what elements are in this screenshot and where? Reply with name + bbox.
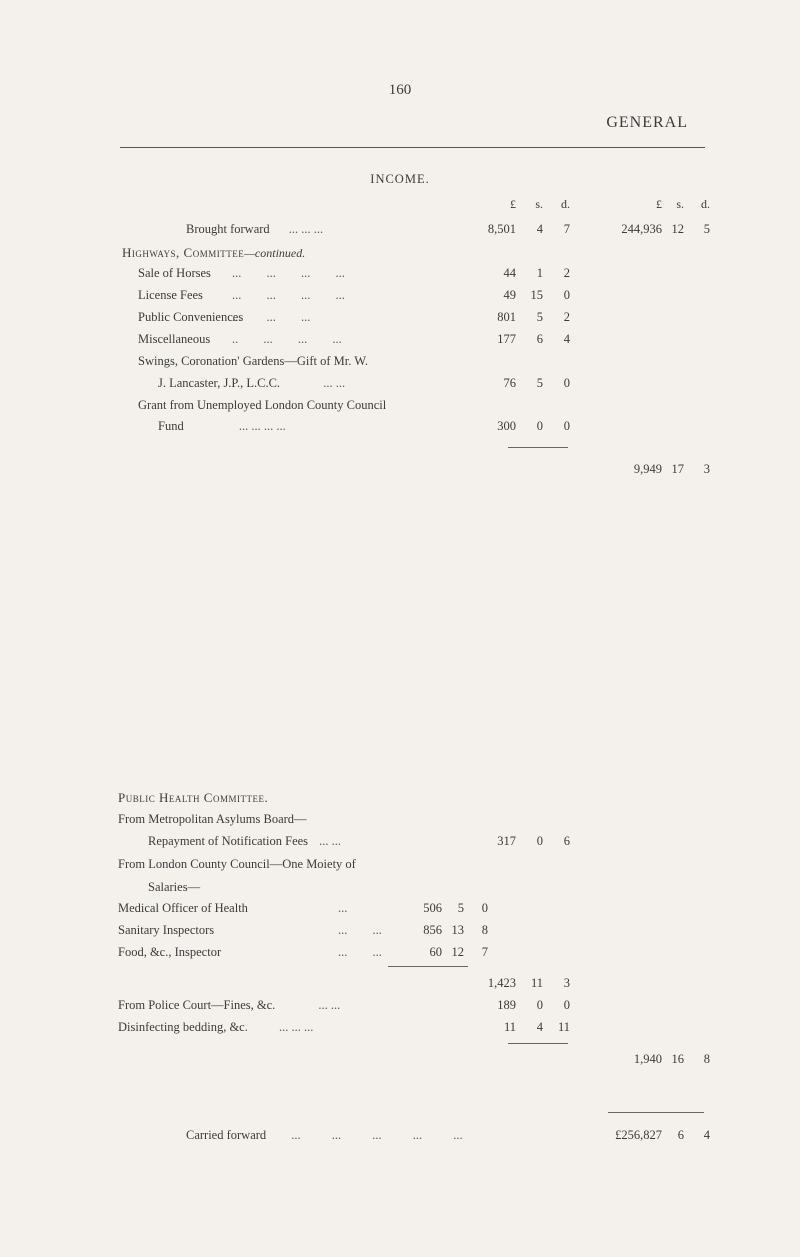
highways-item-pence: 4 <box>563 332 570 346</box>
public-health-heading: Public Health Committee. <box>118 790 269 805</box>
disinfecting-pence: 11 <box>557 1020 570 1034</box>
grant-line2-row <box>158 419 286 434</box>
highways-item-pounds: 44 <box>503 266 516 280</box>
highways-item-row <box>138 310 311 325</box>
brought-forward-label <box>186 222 323 237</box>
public-health-total-pounds: 1,940 <box>633 1052 662 1066</box>
disinfecting-pounds: 11 <box>503 1020 516 1034</box>
salaries-total-pence: 3 <box>563 976 570 990</box>
dot-leader: ... ... ... ... <box>232 288 345 302</box>
highways-item-label: Public Conveniences <box>138 310 244 324</box>
public-health-sum-line <box>508 1043 568 1044</box>
income-title: INCOME. <box>370 172 430 186</box>
carried-forward-pence: 4 <box>703 1128 710 1142</box>
brought-forward-col2-pence: 5 <box>703 222 710 236</box>
highways-item-label: Miscellaneous <box>138 332 211 346</box>
dot-leader: ... ... ... <box>232 310 311 324</box>
brought-forward-col1-pence: 7 <box>563 222 570 236</box>
salary-row <box>118 945 382 960</box>
highways-total-pounds: 9,949 <box>633 462 662 476</box>
dot-leader: ... ... ... ... ... <box>291 1128 463 1142</box>
swings-line1: Swings, Coronation' Gardens—Gift of Mr. W. <box>138 354 369 368</box>
salary-row <box>118 901 348 916</box>
disinfecting-shillings: 4 <box>536 1020 543 1034</box>
highways-item-shillings: 6 <box>536 332 543 346</box>
public-health-total-pence: 8 <box>703 1052 710 1066</box>
brought-forward-col1-pounds: 8,501 <box>487 222 516 236</box>
highways-heading <box>122 244 305 262</box>
asylums-line2: Repayment of Notification Fees <box>148 834 309 848</box>
swings-shillings: 5 <box>536 376 543 390</box>
grant-line1: Grant from Unemployed London County Council <box>138 398 387 412</box>
police-shillings: 0 <box>536 998 543 1012</box>
dot-leader: ... ... <box>338 945 382 959</box>
highways-item-pence: 2 <box>563 266 570 280</box>
highways-item-pence: 2 <box>563 310 570 324</box>
salary-row <box>118 923 382 938</box>
highways-heading-suffix: —continued. <box>244 246 306 260</box>
highways-item-shillings: 1 <box>536 266 543 280</box>
highways-item-pounds: 177 <box>497 332 516 346</box>
swings-pounds: 76 <box>503 376 516 390</box>
lcc-line2: Salaries— <box>148 880 201 894</box>
brought-forward-col1-shillings: 4 <box>536 222 543 236</box>
col1-pence-header: d. <box>561 197 570 211</box>
highways-item-shillings: 5 <box>536 310 543 324</box>
salary-label: Sanitary Inspectors <box>118 923 215 937</box>
salaries-sum-line <box>388 966 468 967</box>
dot-leader: ... ... ... <box>278 1020 314 1034</box>
highways-total-pence: 3 <box>703 462 710 476</box>
grant-pounds: 300 <box>497 419 516 433</box>
grant-pence: 0 <box>563 419 570 433</box>
carried-forward-label: Carried forward <box>186 1128 267 1142</box>
lcc-line1: From London County Council—One Moiety of <box>118 857 356 871</box>
disinfecting-row <box>118 1020 313 1035</box>
carried-forward-shillings: 6 <box>677 1128 684 1142</box>
salary-pence: 0 <box>481 901 488 915</box>
brought-forward-text: Brought forward <box>186 222 270 236</box>
asylums-pence: 6 <box>563 834 570 848</box>
brought-forward-col2-shillings: 12 <box>671 222 684 236</box>
col1-shillings-header: s. <box>535 197 543 211</box>
salaries-total-shillings: 11 <box>530 976 543 990</box>
highways-item-pence: 0 <box>563 288 570 302</box>
dot-leader: ... <box>338 901 348 915</box>
section-title: GENERAL <box>606 114 688 131</box>
carried-forward-pounds: £256,827 <box>615 1128 662 1142</box>
police-row <box>118 998 340 1013</box>
highways-item-pounds: 801 <box>497 310 516 324</box>
dot-leader: ... ... <box>319 834 342 848</box>
highways-total-shillings: 17 <box>671 462 684 476</box>
swings-line2: J. Lancaster, J.P., L.C.C. <box>158 376 281 390</box>
highways-item-shillings: 15 <box>530 288 543 302</box>
brought-forward-col2-pounds: 244,936 <box>621 222 662 236</box>
police-pounds: 189 <box>497 998 516 1012</box>
dot-leader: ... ... <box>323 376 346 390</box>
salary-label: Medical Officer of Health <box>118 901 248 915</box>
salary-shillings: 12 <box>451 945 464 959</box>
page-number: 160 <box>388 82 412 98</box>
salary-label: Food, &c., Inspector <box>118 945 222 959</box>
swings-line2-row <box>158 376 345 391</box>
highways-item-pounds: 49 <box>503 288 516 302</box>
dot-leader: ... ... ... <box>288 222 324 236</box>
dot-leader: ... ... <box>338 923 382 937</box>
swings-pence: 0 <box>563 376 570 390</box>
police-pence: 0 <box>563 998 570 1012</box>
col2-pounds-header: £ <box>656 197 662 211</box>
public-health-total-shillings: 16 <box>671 1052 684 1066</box>
highways-item-row <box>138 288 345 303</box>
col2-shillings-header: s. <box>676 197 684 211</box>
col1-pounds-header: £ <box>510 197 516 211</box>
dot-leader: .. ... ... ... <box>232 332 342 346</box>
police-label: From Police Court—Fines, &c. <box>118 998 276 1012</box>
dot-leader: ... ... ... ... <box>238 419 286 433</box>
asylums-pounds: 317 <box>497 834 516 848</box>
salary-pounds: 856 <box>423 923 442 937</box>
dot-leader: ... ... <box>318 998 341 1012</box>
asylums-line1: From Metropolitan Asylums Board— <box>118 812 307 826</box>
grant-line2: Fund <box>158 419 184 433</box>
highways-sum-line <box>508 447 568 448</box>
highways-item-label: License Fees <box>138 288 203 302</box>
asylums-line2-row <box>148 834 341 849</box>
salary-pence: 8 <box>481 923 488 937</box>
grant-shillings: 0 <box>536 419 543 433</box>
carried-forward-rule <box>608 1112 704 1113</box>
highways-item-label: Sale of Horses <box>138 266 211 280</box>
highways-item-row <box>138 332 342 347</box>
salary-pounds: 506 <box>423 901 442 915</box>
dot-leader: ... ... ... ... <box>232 266 345 280</box>
salaries-total-pounds: 1,423 <box>487 976 516 990</box>
salary-pence: 7 <box>481 945 488 959</box>
asylums-shillings: 0 <box>536 834 543 848</box>
highways-item-row <box>138 266 345 281</box>
salary-shillings: 13 <box>451 923 464 937</box>
salary-pounds: 60 <box>429 945 442 959</box>
header-rule <box>120 147 705 148</box>
highways-heading-text: Highways, Committee <box>122 245 245 260</box>
carried-forward-row <box>186 1128 463 1143</box>
salary-shillings: 5 <box>457 901 464 915</box>
disinfecting-label: Disinfecting bedding, &c. <box>118 1020 248 1034</box>
col2-pence-header: d. <box>701 197 710 211</box>
